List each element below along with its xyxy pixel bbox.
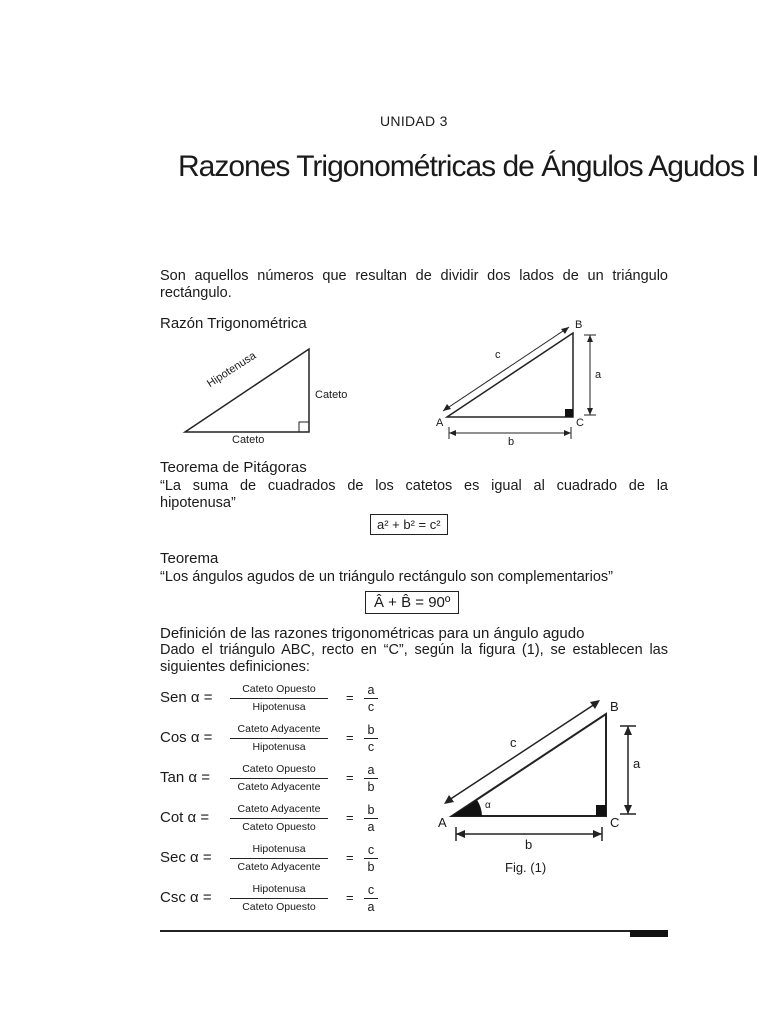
symbol-fraction [362,883,380,914]
definition-label: Cos α = [160,729,213,746]
definition-label: Csc α = [160,889,212,906]
teorema-formula: Â + B̂ = 90º [365,591,459,614]
word-fraction [226,883,332,914]
fraction-denominator: Cateto Adyacente [237,861,321,873]
pitagoras-heading: Teorema de Pitágoras [160,459,307,476]
fig1-side-c-label: c [510,735,517,750]
intro-line-1: Son aquellos números que resultan de dividir dos lados de un triángulo [160,268,668,284]
definition-row-tan [160,763,400,797]
word-fraction [226,683,332,714]
definition-row-csc [160,883,400,917]
fraction-numerator: a [367,763,375,777]
razon-heading: Razón Trigonométrica [160,315,307,332]
fraction-denominator: c [367,700,375,714]
symbol-fraction [362,763,380,794]
side-c-label: c [495,349,501,361]
vertical-leg-label: Cateto [315,389,348,401]
definicion-line-2: siguientes definiciones: [160,659,310,675]
vertex-a-label: A [436,417,444,429]
fraction-denominator: Cateto Opuesto [242,821,316,833]
pitagoras-line-1: “La suma de cuadrados de los catetos es igual al cuadrado de la [160,478,668,494]
fraction-numerator: Hipotenusa [252,883,306,895]
symbol-fraction [362,723,380,754]
teorema-quote: “Los ángulos agudos de un triángulo rectángulo son complementarios” [160,569,614,585]
fig1-vertex-c-label: C [610,815,620,830]
pitagoras-formula: a² + b² = c² [370,514,448,535]
definicion-heading: Definición de las razones trigonométricas para un ángulo agudo [160,625,585,642]
page-footer-bar [160,930,668,937]
page-title: Razones Trigonométricas de Ángulos Agudos I [178,150,759,183]
fraction-numerator: c [367,843,375,857]
triangle-abc-figure [425,315,615,450]
fig1-side-b-label: b [525,837,533,852]
definicion-line-1: Dado el triángulo ABC, recto en “C”, según la figura (1), se establecen las [160,642,668,658]
fraction-denominator: Cateto Opuesto [242,901,316,913]
definition-label: Cot α = [160,809,210,826]
figure-1-triangle [430,690,650,855]
fraction-denominator: a [367,820,375,834]
intro-line-2: rectángulo. [160,285,232,301]
word-fraction [226,803,332,834]
side-a-label: a [595,369,602,381]
equals-sign: = [346,730,354,745]
horizontal-leg-label: Cateto [232,434,265,446]
word-fraction [226,723,332,754]
fraction-numerator: Cateto Opuesto [242,763,316,775]
word-fraction [226,843,332,874]
fig1-caption: Fig. (1) [505,860,547,875]
fig1-vertex-b-label: B [610,699,619,714]
symbol-fraction [362,843,380,874]
word-fraction [226,763,332,794]
fraction-numerator: b [367,723,375,737]
definition-row-sec [160,843,400,877]
definition-row-cot [160,803,400,837]
fig1-alpha-label: α [485,800,491,811]
definition-label: Tan α = [160,769,210,786]
fraction-numerator: c [367,883,375,897]
vertex-b-label: B [575,319,583,331]
pitagoras-line-2: hipotenusa” [160,495,236,511]
fig1-side-a-label: a [633,756,641,771]
definition-label: Sen α = [160,689,213,706]
unit-label: UNIDAD 3 [380,113,448,129]
equals-sign: = [346,890,354,905]
vertex-c-label: C [576,417,584,429]
fraction-numerator: Cateto Opuesto [242,683,316,695]
definition-row-cos [160,723,400,757]
fraction-denominator: Hipotenusa [252,741,306,753]
definition-row-sen [160,683,400,717]
hypotenuse-label: Hipotenusa [205,349,259,391]
fraction-denominator: a [367,900,375,914]
fraction-denominator: Hipotenusa [252,701,306,713]
definition-label: Sec α = [160,849,212,866]
fig1-vertex-a-label: A [438,815,447,830]
side-b-label: b [508,436,515,448]
fraction-numerator: Hipotenusa [252,843,306,855]
fraction-numerator: Cateto Adyacente [237,723,321,735]
fraction-numerator: b [367,803,375,817]
symbol-fraction [362,683,380,714]
symbol-fraction [362,803,380,834]
equals-sign: = [346,690,354,705]
fraction-denominator: b [367,860,375,874]
equals-sign: = [346,770,354,785]
fraction-denominator: Cateto Adyacente [237,781,321,793]
fraction-numerator: Cateto Adyacente [237,803,321,815]
fraction-denominator: c [367,740,375,754]
equals-sign: = [346,810,354,825]
teorema-heading: Teorema [160,550,219,567]
fraction-numerator: a [367,683,375,697]
equals-sign: = [346,850,354,865]
fraction-denominator: b [367,780,375,794]
